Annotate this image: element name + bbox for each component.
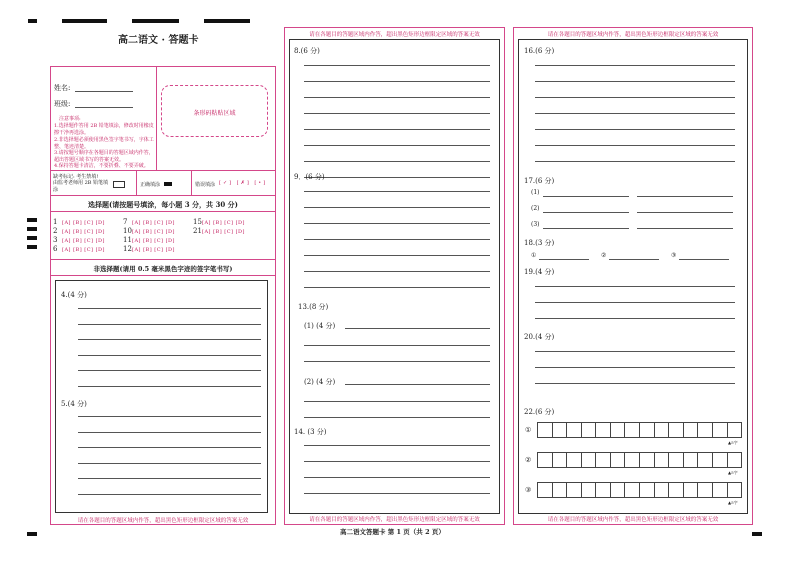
mcq-question[interactable] (123, 227, 175, 235)
answer-line[interactable] (637, 228, 733, 229)
grid-cell[interactable] (596, 423, 611, 437)
word-count-label: ▲5字 (728, 440, 738, 445)
grid-cell[interactable] (625, 423, 640, 437)
answer-line[interactable] (304, 477, 490, 478)
answer-line[interactable] (304, 361, 490, 362)
notice-text: 请在各题目的答题区域内作答，超出黑色矩形边框限定区域的答案无效 (547, 517, 719, 523)
answer-line[interactable] (78, 308, 261, 309)
divider (51, 275, 275, 276)
q20-label: 20.(4 分) (524, 333, 555, 341)
notes-title: 注意事项: (59, 116, 81, 122)
grid-cell[interactable] (640, 423, 655, 437)
answer-line[interactable] (304, 177, 490, 178)
grid-cell[interactable] (596, 483, 611, 497)
q9-label: 9．(6 分) (294, 173, 325, 181)
notice-text: 请在各题目的答题区域内作答，超出黑色矩形边框限定区域的答案无效 (77, 518, 249, 524)
mcq-question[interactable] (53, 236, 105, 244)
answer-line[interactable] (304, 461, 490, 462)
answer-line[interactable] (304, 145, 490, 146)
mcq-choices[interactable]: [A] [B] [C] [D] (62, 229, 105, 235)
mcq-choices[interactable]: [A] [B] [C] [D] (132, 238, 175, 244)
alignment-mark (27, 236, 37, 240)
class-label: 班级: (54, 100, 71, 108)
divider (51, 211, 275, 212)
grid-cell[interactable] (728, 483, 742, 497)
answer-line[interactable] (304, 65, 490, 66)
absent-label: 缺考标记: 考生禁填! (53, 174, 99, 180)
page-footer: 高二语文答题卡 第 1 页（共 2 页） (340, 528, 445, 536)
grid-cell[interactable] (698, 423, 713, 437)
mcq-choices[interactable]: [A] [B] [C] [D] (132, 229, 175, 235)
answer-line[interactable] (535, 65, 735, 66)
alignment-mark (27, 245, 37, 249)
answer-line[interactable] (304, 239, 490, 240)
q22-item-label: ③ (525, 486, 532, 494)
divider (136, 170, 137, 195)
answer-line[interactable] (78, 324, 261, 325)
answer-line[interactable] (78, 339, 261, 340)
grid-cell[interactable] (713, 453, 728, 467)
answer-line[interactable] (543, 228, 629, 229)
writing-grid[interactable] (537, 452, 742, 468)
alignment-mark (27, 227, 37, 231)
q22-item-label: ② (525, 456, 532, 464)
note-line: 1.选择题作答用 2B 铅笔填涂，修改时用橡皮 (54, 123, 154, 129)
grid-cell[interactable] (655, 483, 670, 497)
grid-cell[interactable] (553, 453, 568, 467)
answer-line[interactable] (535, 302, 735, 303)
answer-line[interactable] (535, 286, 735, 287)
answer-line[interactable] (78, 463, 261, 464)
alignment-mark (27, 532, 37, 536)
mcq-choices[interactable]: [A] [B] [C] [D] (62, 220, 105, 226)
mcq-choices[interactable]: [A] [B] [C] [D] (62, 238, 105, 244)
grid-cell[interactable] (684, 423, 699, 437)
answer-line[interactable] (535, 97, 735, 98)
mcq-question[interactable] (53, 227, 105, 235)
grid-cell[interactable] (698, 453, 713, 467)
grid-cell[interactable] (611, 453, 626, 467)
right-panel (513, 27, 753, 525)
q18-label: 18.(3 分) (524, 239, 555, 247)
answer-box-q8-q14 (289, 39, 500, 514)
mcq-number: 12 (123, 245, 132, 253)
mcq-number: 3 (53, 236, 58, 244)
answer-line[interactable] (304, 255, 490, 256)
grid-cell[interactable] (640, 453, 655, 467)
q13-1-label: (1) (4 分) (304, 322, 336, 330)
q18-item-label: ③ (671, 252, 677, 259)
mcq-question[interactable] (193, 227, 245, 235)
answer-line[interactable] (304, 493, 490, 494)
answer-line[interactable] (304, 207, 490, 208)
answer-line[interactable] (539, 259, 589, 260)
answer-line[interactable] (304, 113, 490, 114)
answer-line[interactable] (78, 432, 261, 433)
grid-cell[interactable] (698, 483, 713, 497)
answer-line[interactable] (78, 355, 261, 356)
q22-label: 22.(6 分) (524, 408, 555, 416)
class-field[interactable] (75, 107, 133, 108)
answer-line[interactable] (78, 478, 261, 479)
notice-text: 请在各题目的答题区域内作答，超出黑色矩形边框限定区域的答案无效 (309, 517, 480, 523)
answer-line[interactable] (304, 161, 490, 162)
answer-line[interactable] (543, 212, 629, 213)
answer-line[interactable] (304, 223, 490, 224)
grid-cell[interactable] (538, 483, 553, 497)
mcq-question[interactable] (123, 245, 175, 253)
answer-line[interactable] (78, 370, 261, 371)
answer-line[interactable] (304, 97, 490, 98)
absent-checkbox[interactable] (113, 181, 125, 188)
q13-label: 13.(8 分) (298, 303, 329, 311)
note-line: 3.请按题号顺序在各题目的答题区域内作答，超出答题区域书写的答案无效。 (54, 150, 154, 163)
grid-cell[interactable] (553, 483, 568, 497)
answer-line[interactable] (535, 113, 735, 114)
writing-grid[interactable] (537, 482, 742, 498)
answer-line[interactable] (535, 129, 735, 130)
answer-line[interactable] (304, 191, 490, 192)
name-field[interactable] (75, 91, 133, 92)
grid-cell[interactable] (640, 483, 655, 497)
grid-cell[interactable] (669, 483, 684, 497)
alignment-mark (27, 218, 37, 222)
divider (191, 170, 192, 195)
wrong-fill-label: 错误填涂 (195, 182, 216, 188)
answer-line[interactable] (637, 196, 733, 197)
answer-box-q16-q22 (518, 39, 748, 514)
answer-line[interactable] (304, 345, 490, 346)
grid-cell[interactable] (553, 423, 568, 437)
q14-label: 14. (3 分) (294, 428, 327, 436)
writing-grid[interactable] (537, 422, 742, 438)
mcq-choices[interactable]: [A] [B] [C] [D] (202, 229, 245, 235)
q8-label: 8.(6 分) (294, 47, 320, 55)
mcq-number: 21 (193, 227, 202, 235)
mcq-number: 2 (53, 227, 58, 235)
note-line: 4.保持答题卡清洁，不要折叠、不要弄破。 (54, 163, 149, 169)
q17-label: 17.(6 分) (524, 177, 555, 185)
grid-cell[interactable] (567, 423, 582, 437)
grid-cell[interactable] (728, 453, 742, 467)
mcq-number: 11 (123, 236, 132, 244)
answer-line[interactable] (543, 196, 629, 197)
grid-cell[interactable] (655, 453, 670, 467)
mcq-choices[interactable]: [A] [B] [C] [D] (132, 220, 175, 226)
grid-cell[interactable] (669, 453, 684, 467)
grid-cell[interactable] (655, 423, 670, 437)
grid-cell[interactable] (611, 423, 626, 437)
answer-line[interactable] (78, 416, 261, 417)
grid-cell[interactable] (582, 483, 597, 497)
mcq-question[interactable] (123, 218, 175, 226)
page-title: 高二语文 · 答题卡 (118, 35, 199, 46)
divider (51, 195, 275, 196)
mcq-number: 7 (123, 218, 128, 226)
alignment-mark (28, 19, 37, 23)
grid-cell[interactable] (582, 453, 597, 467)
mcq-title: 选择题(请按题号填涂，每小题 3 分，共 30 分) (88, 200, 238, 209)
mcq-number: 6 (53, 245, 58, 253)
mcq-number: 1 (53, 218, 58, 226)
answer-line[interactable] (304, 81, 490, 82)
mcq-number: 15 (193, 218, 202, 226)
q17-item-label: (3) (531, 221, 540, 228)
alignment-mark (132, 19, 179, 23)
answer-line[interactable] (345, 384, 490, 385)
alignment-mark (204, 19, 250, 23)
word-count-label: ▲5字 (728, 470, 738, 475)
answer-line[interactable] (679, 259, 729, 260)
header-panel (50, 66, 276, 525)
name-label: 姓名: (54, 84, 71, 92)
barcode-area (161, 85, 268, 137)
answer-line[interactable] (304, 401, 490, 402)
grid-cell[interactable] (611, 483, 626, 497)
grid-cell[interactable] (625, 483, 640, 497)
divider (51, 170, 275, 171)
mcq-question[interactable] (53, 245, 105, 253)
q19-label: 19.(4 分) (524, 268, 555, 276)
middle-panel (284, 27, 505, 525)
notice-text: 请在各题目的答题区域内作答，超出黑色矩形边框限定区域的答案无效 (309, 32, 480, 38)
q18-item-label: ① (531, 252, 537, 259)
divider (156, 67, 157, 170)
answer-line[interactable] (535, 351, 735, 352)
q18-item-label: ② (601, 252, 607, 259)
q13-2-label: (2) (4 分) (304, 378, 336, 386)
answer-line[interactable] (535, 367, 735, 368)
grid-cell[interactable] (684, 483, 699, 497)
answer-line[interactable] (535, 161, 735, 162)
answer-line[interactable] (609, 259, 659, 260)
mcq-choices[interactable]: [A] [B] [C] [D] (62, 247, 105, 253)
answer-line[interactable] (304, 417, 490, 418)
q4-label: 4.(4 分) (61, 291, 87, 299)
grid-cell[interactable] (684, 453, 699, 467)
q22-item-label: ① (525, 426, 532, 434)
grid-cell[interactable] (713, 483, 728, 497)
correct-fill-label: 正确填涂 (140, 182, 161, 188)
grid-cell[interactable] (538, 423, 553, 437)
answer-line[interactable] (304, 287, 490, 288)
grid-cell[interactable] (567, 483, 582, 497)
answer-line[interactable] (535, 145, 735, 146)
alignment-mark (752, 532, 762, 536)
barcode-label: 条形码粘贴区域 (193, 110, 236, 117)
answer-line[interactable] (535, 383, 735, 384)
answer-line[interactable] (304, 271, 490, 272)
grid-cell[interactable] (538, 453, 553, 467)
grid-cell[interactable] (713, 423, 728, 437)
correct-fill-sample (164, 182, 172, 186)
word-count-label: ▲5字 (728, 500, 738, 505)
mcq-choices[interactable]: [A] [B] [C] [D] (132, 247, 175, 253)
q17-item-label: (1) (531, 189, 540, 196)
mcq-question[interactable] (53, 218, 105, 226)
answer-line[interactable] (345, 328, 490, 329)
mcq-question[interactable] (123, 236, 175, 244)
q17-item-label: (2) (531, 205, 540, 212)
mcq-question[interactable] (193, 218, 245, 226)
mcq-choices[interactable]: [A] [B] [C] [D] (202, 220, 245, 226)
grid-cell[interactable] (728, 423, 742, 437)
grid-cell[interactable] (625, 453, 640, 467)
alignment-mark (62, 19, 107, 23)
answer-line[interactable] (78, 494, 261, 495)
grid-cell[interactable] (669, 423, 684, 437)
answer-line[interactable] (304, 445, 490, 446)
answer-box-q4-q5 (55, 280, 268, 513)
divider (51, 259, 275, 260)
answer-line[interactable] (535, 81, 735, 82)
answer-line[interactable] (304, 129, 490, 130)
grid-cell[interactable] (582, 423, 597, 437)
absent-label: 由监考老师用 2B 铅笔填涂 (53, 180, 109, 193)
notice-text: 请在各题目的答题区域内作答，超出黑色矩形边框限定区域的答案无效 (547, 32, 719, 38)
note-line: 擦干净再选涂。 (54, 130, 90, 136)
q16-label: 16.(6 分) (524, 47, 555, 55)
note-line: 2.非选择题必须使用黑色签字笔书写，字体工整、笔迹清楚。 (54, 137, 154, 150)
mcq-number: 10 (123, 227, 132, 235)
answer-line[interactable] (78, 447, 261, 448)
answer-line[interactable] (637, 212, 733, 213)
grid-cell[interactable] (567, 453, 582, 467)
answer-line[interactable] (535, 318, 735, 319)
nonmcq-title: 非选择题(请用 0.5 毫米黑色字迹的签字笔书写) (93, 265, 233, 273)
wrong-fill-samples: [✓] [✗] [•] (219, 180, 268, 186)
answer-line[interactable] (78, 386, 261, 387)
q5-label: 5.(4 分) (61, 400, 87, 408)
grid-cell[interactable] (596, 453, 611, 467)
